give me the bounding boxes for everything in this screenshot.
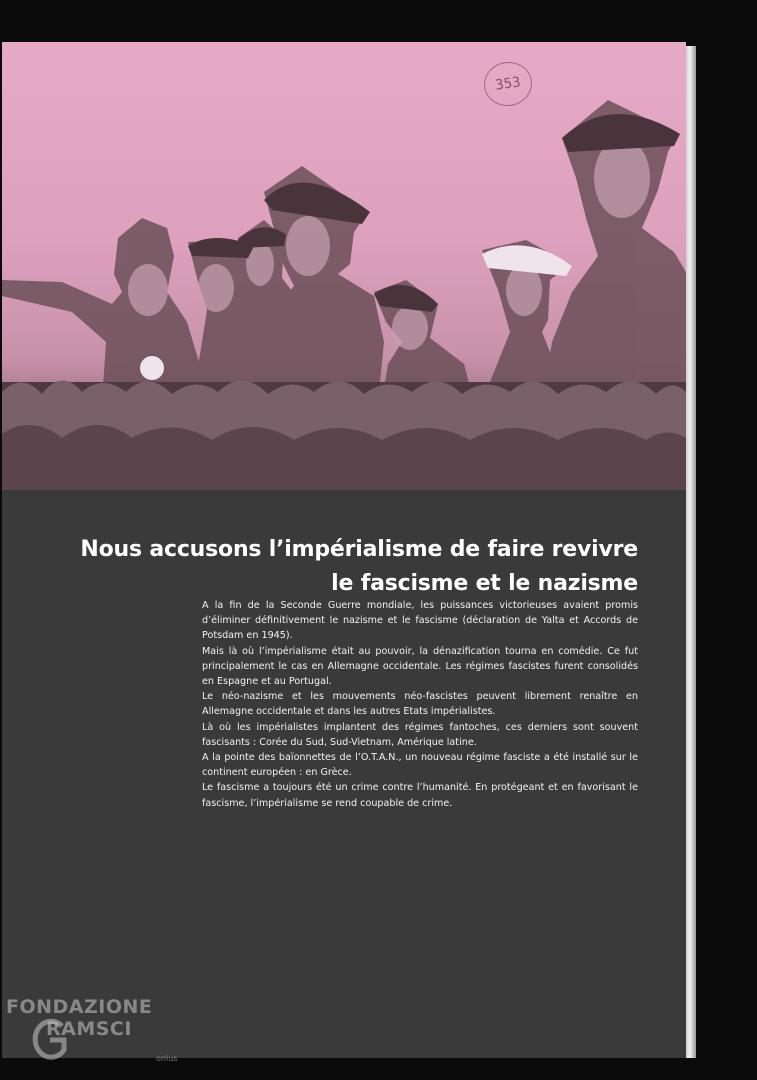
paragraph: Le néo-nazisme et les mouvements néo-fascistes peuvent librement renaître en Allemagne occidentale et dans les autres Etats impérialistes.	[202, 691, 638, 718]
title-line-1: Nous accusons l’impérialisme de faire revivre	[80, 536, 638, 562]
paragraph: Là où les impérialistes implantent des régimes fantoches, ces derniers sont souvent fascisants : Corée du Sud, Sud-Vietnam, Amérique latine.	[202, 721, 638, 748]
watermark-suffix: onlus	[156, 1054, 178, 1063]
historical-photo	[2, 42, 686, 490]
paragraph: Mais là où l’impérialisme était au pouvoir, la dénazification tourna en comédie. Ce fut principalement le cas en Allemagne occidentale. Les régimes fascistes furent consolidés en Espagne et au Portugal.	[202, 645, 638, 688]
photo-illustration	[2, 42, 686, 490]
title-line-2: le fascisme et le nazisme	[331, 570, 638, 596]
watermark-line-1: FONDAZIONE	[6, 996, 153, 1018]
watermark	[6, 996, 206, 1076]
magazine-page	[2, 42, 686, 1058]
article-body	[202, 598, 638, 811]
paragraph: Le fascisme a toujours été un crime contre l’humanité. En protégeant et en favorisant le fascisme, l’impérialisme se rend coupable de crime.	[202, 782, 638, 809]
paragraph: A la pointe des baïonnettes de l’O.T.A.N., un nouveau régime fasciste a été installé sur le continent européen : en Grèce.	[202, 752, 638, 779]
page-edge	[686, 46, 696, 1058]
archive-stamp: 353	[481, 59, 535, 109]
article-title	[42, 533, 638, 601]
paragraph: A la fin de la Seconde Guerre mondiale, les puissances victorieuses avaient promis d’éliminer définitivement le nazisme et le fascisme (déclaration de Yalta et Accords de Potsdam en 1945).	[202, 600, 638, 642]
watermark-line-2: RAMSCI	[46, 1018, 132, 1040]
